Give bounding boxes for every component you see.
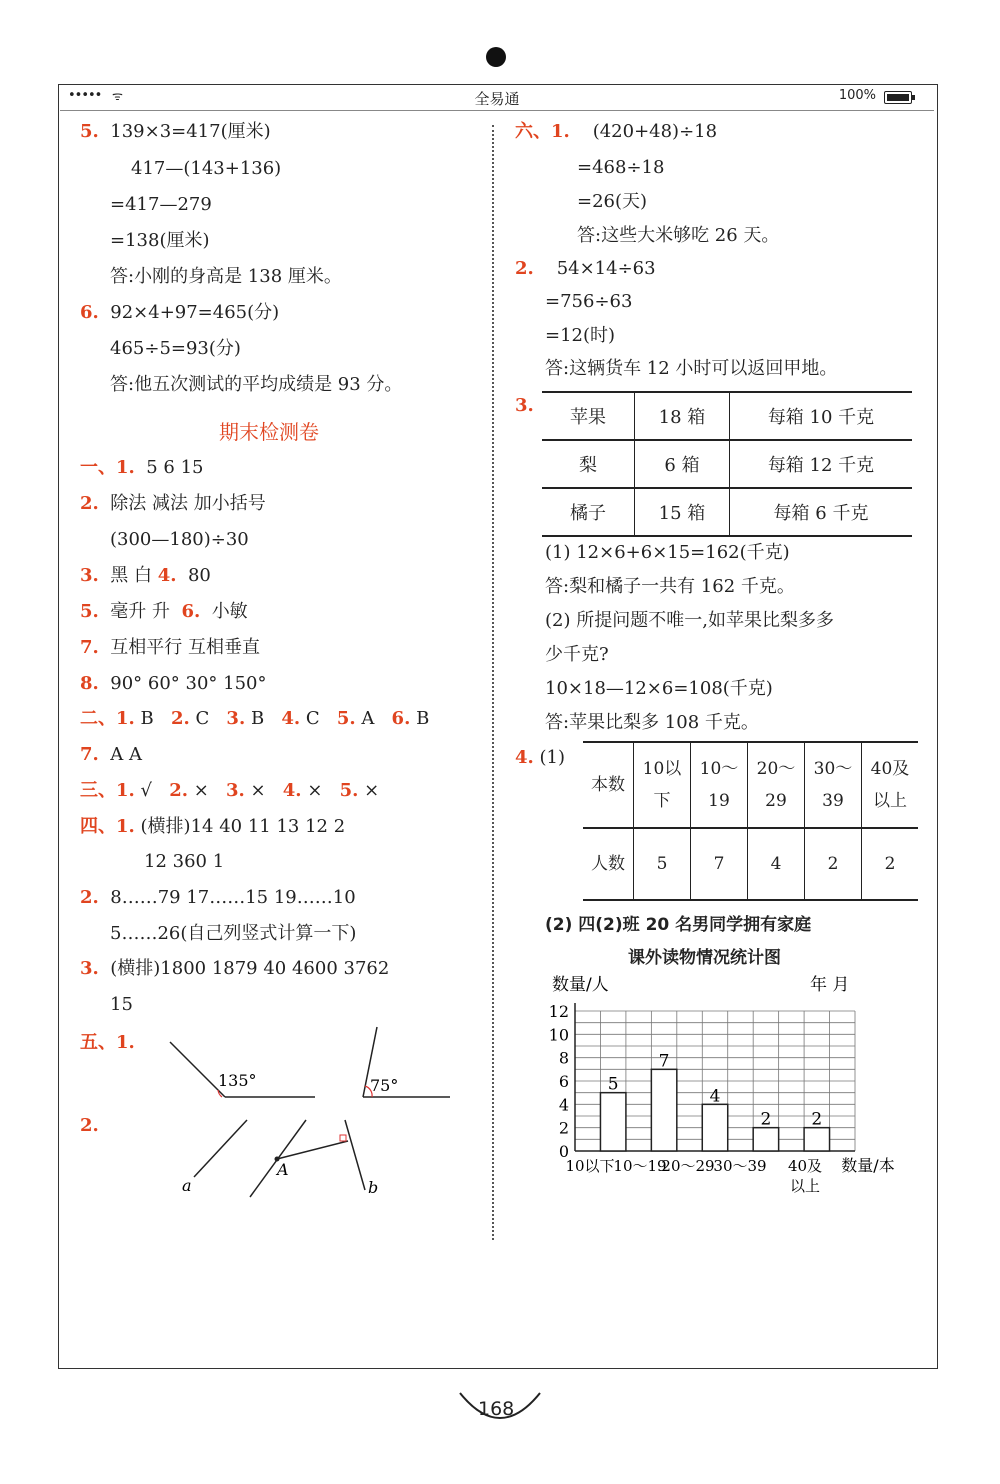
bar-value-label: 5 xyxy=(607,1074,619,1095)
s4-q3: 3. (横排)1800 1879 40 4600 3762 xyxy=(80,958,390,979)
bar-value-label: 2 xyxy=(760,1109,772,1130)
y-tick-label: 2 xyxy=(558,1118,569,1138)
perpendicular-segment xyxy=(277,1141,348,1159)
label-a: a xyxy=(182,1176,192,1195)
table-cell: 6 箱 xyxy=(635,440,730,488)
r-q3-num: 3. xyxy=(515,395,534,416)
camera-dot xyxy=(486,47,506,67)
q5-line3: =417—279 xyxy=(110,194,212,215)
bar xyxy=(702,1104,727,1151)
table-row xyxy=(542,488,912,536)
bar xyxy=(600,1093,625,1151)
table-row xyxy=(583,742,918,828)
fruit-table xyxy=(542,391,912,537)
angle1-label: 135° xyxy=(218,1071,257,1090)
x-tick-label: 30～39 xyxy=(713,1157,767,1175)
table-cell: 5 xyxy=(634,828,691,900)
label-A: A xyxy=(277,1160,289,1179)
angle2-label: 75° xyxy=(370,1076,399,1095)
wifi-icon: ᯤ xyxy=(112,89,123,103)
q6-answer: 答:他五次测试的平均成绩是 93 分。 xyxy=(110,374,403,395)
s1-q3: 3. 黑 白 4. 80 xyxy=(80,565,211,586)
app-title: 全易通 xyxy=(474,90,520,108)
r-q1-line2: =468÷18 xyxy=(577,157,665,178)
s1-q2b: (300—180)÷30 xyxy=(110,529,249,550)
r-q3-l3: (2) 所提问题不唯一,如苹果比梨多多 xyxy=(545,610,834,631)
right-angle-mark xyxy=(340,1135,346,1141)
table-cell: 每箱 6 千克 xyxy=(730,488,913,536)
table-cell: 40及以上 xyxy=(862,742,919,828)
s4-q3b: 15 xyxy=(110,994,133,1015)
s1-q5: 5. 毫升 升 6. 小敏 xyxy=(80,601,248,622)
s4-q2: 2. 8……79 17……15 19……10 xyxy=(80,887,356,908)
bar xyxy=(753,1128,778,1151)
s1-q1: 一、1. 5 6 15 xyxy=(80,457,204,478)
line-b xyxy=(345,1120,365,1190)
status-bar xyxy=(60,86,934,111)
bottom-border xyxy=(58,1368,936,1369)
table-cell: 人数 xyxy=(583,828,634,900)
table-cell: 4 xyxy=(748,828,805,900)
table-cell: 每箱 10 千克 xyxy=(730,392,913,440)
y-tick-label: 8 xyxy=(558,1048,569,1068)
battery-tip xyxy=(912,95,915,100)
label-b: b xyxy=(368,1178,379,1197)
books-table xyxy=(583,741,918,901)
s3-row: 三、1. √ 2. × 3. × 4. × 5. × xyxy=(80,780,380,801)
q6-line2: 465÷5=93(分) xyxy=(110,338,241,359)
table-cell: 7 xyxy=(691,828,748,900)
table-cell: 30～39 xyxy=(805,742,862,828)
chart-title-line1: (2) 四(2)班 20 名男同学拥有家庭 xyxy=(545,915,812,935)
x-tick-label: 40及 xyxy=(787,1157,823,1175)
column-divider xyxy=(492,125,494,1240)
x-tick-label: 20～29 xyxy=(661,1157,715,1175)
table-cell: 本数 xyxy=(583,742,634,828)
r-q3-l5: 10×18—12×6=108(千克) xyxy=(545,678,773,699)
table-cell: 18 箱 xyxy=(635,392,730,440)
angle1-ray1 xyxy=(170,1042,225,1097)
s5-q2-num: 2. xyxy=(80,1115,99,1136)
r-q3-l1: (1) 12×6+6×15=162(千克) xyxy=(545,542,790,563)
battery-icon xyxy=(884,91,912,104)
x-axis-label: 数量/本 xyxy=(841,1156,895,1175)
table-row xyxy=(583,828,918,900)
table-cell: 15 箱 xyxy=(635,488,730,536)
q5-line1: 5. 139×3=417(厘米) xyxy=(80,121,271,142)
table-cell: 20～29 xyxy=(748,742,805,828)
bar xyxy=(651,1069,676,1151)
s4-q2b: 5……26(自己列竖式计算一下) xyxy=(110,923,357,944)
y-tick-label: 0 xyxy=(558,1142,569,1161)
r-q3-l2: 答:梨和橘子一共有 162 千克。 xyxy=(545,576,795,597)
bar xyxy=(804,1128,829,1151)
y-tick-label: 6 xyxy=(558,1072,569,1091)
parallel-perpendicular-drawing xyxy=(170,1115,400,1205)
table-cell: 橘子 xyxy=(542,488,635,536)
table-cell: 10～19 xyxy=(691,742,748,828)
section-title: 期末检测卷 xyxy=(219,420,319,444)
s2-row: 二、1. B 2. C 3. B 4. C 5. A 6. B xyxy=(80,708,430,729)
r-q2-line2: =756÷63 xyxy=(545,291,633,312)
y-tick-label: 4 xyxy=(558,1095,569,1115)
chart-title-line2: 课外读物情况统计图 xyxy=(628,948,781,968)
table-cell: 苹果 xyxy=(542,392,635,440)
s4-q1b: 12 360 1 xyxy=(144,851,225,872)
signal-icon: ••••• xyxy=(68,88,102,103)
s4-q1: 四、1. (横排)14 40 11 13 12 2 xyxy=(80,816,346,837)
table-row xyxy=(542,440,912,488)
bar-value-label: 2 xyxy=(811,1109,823,1130)
y-tick-label: 10 xyxy=(548,1025,569,1045)
y-tick-label: 12 xyxy=(548,1002,569,1021)
s1-q8: 8. 90° 60° 30° 150° xyxy=(80,673,267,694)
r-q2-line1: 2. 54×14÷63 xyxy=(515,258,656,279)
table-cell: 2 xyxy=(805,828,862,900)
r-q1-answer: 答:这些大米够吃 26 天。 xyxy=(577,225,780,246)
y-axis-label: 数量/人 xyxy=(552,975,609,995)
r-q2-answer: 答:这辆货车 12 小时可以返回甲地。 xyxy=(545,358,838,379)
s1-q2: 2. 除法 减法 加小括号 xyxy=(80,493,266,514)
r-q3-l6: 答:苹果比梨多 108 千克。 xyxy=(545,712,759,733)
bar-value-label: 4 xyxy=(709,1086,721,1107)
s5-q1-num: 五、1. xyxy=(80,1032,135,1053)
x-tick-label: 10～19 xyxy=(613,1157,667,1175)
r-q3-l4: 少千克? xyxy=(545,644,609,665)
line-a xyxy=(194,1120,247,1177)
table-cell: 10以下 xyxy=(634,742,691,828)
table-cell: 2 xyxy=(862,828,919,900)
r-q4-num: 4. (1) xyxy=(515,747,566,768)
s2-q7: 7. A A xyxy=(80,744,142,765)
table-cell: 梨 xyxy=(542,440,635,488)
table-cell: 每箱 12 千克 xyxy=(730,440,913,488)
q5-line2: 417—(143+136) xyxy=(131,158,282,179)
date-label: 年 月 xyxy=(810,975,850,995)
q6-line1: 6. 92×4+97=465(分) xyxy=(80,302,280,323)
x-tick-label: 以上 xyxy=(789,1177,821,1195)
q5-line4: =138(厘米) xyxy=(110,230,210,251)
battery-percent: 100% xyxy=(838,88,876,103)
r-q1-line1: 六、1. (420+48)÷18 xyxy=(515,121,718,142)
s1-q7: 7. 互相平行 互相垂直 xyxy=(80,637,260,658)
table-row xyxy=(542,392,912,440)
bar-chart xyxy=(540,970,910,1205)
page-number: 168 xyxy=(478,1398,515,1420)
x-tick-label: 10以下 xyxy=(565,1157,615,1175)
r-q1-line3: =26(天) xyxy=(577,191,648,212)
bar-value-label: 7 xyxy=(658,1051,670,1072)
q5-answer: 答:小刚的身高是 138 厘米。 xyxy=(110,266,342,287)
r-q2-line3: =12(时) xyxy=(545,325,616,346)
